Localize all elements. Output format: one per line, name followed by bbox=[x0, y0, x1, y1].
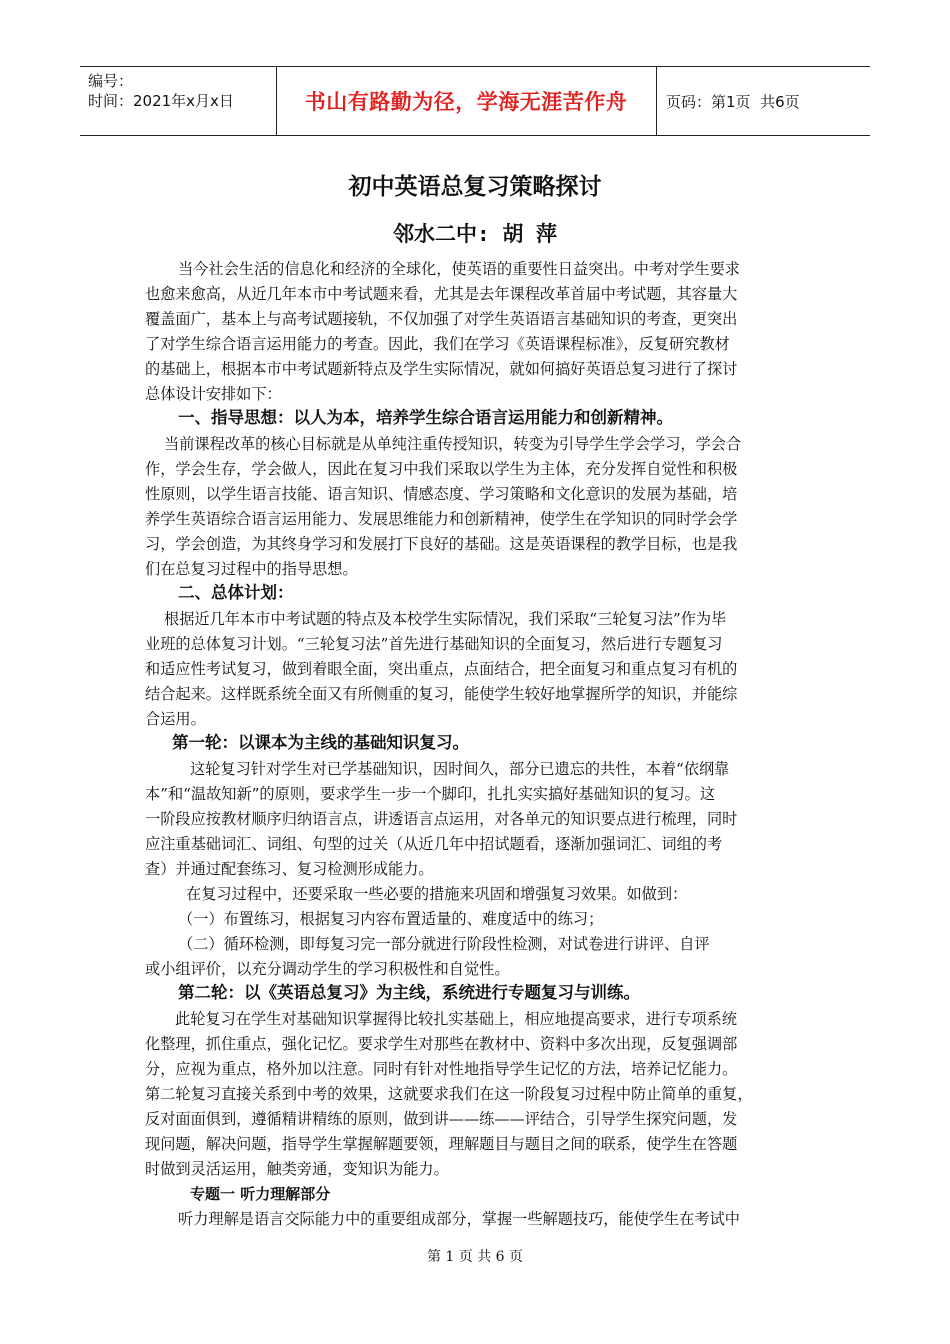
header-number: 编号： bbox=[88, 72, 134, 90]
paragraph-line: 应注重基础词汇、词组、句型的过关（从近几年中招试题看，逐渐加强词汇、词组的考 bbox=[145, 835, 723, 853]
paragraph-line: 这轮复习针对学生对已学基础知识，因时间久，部分已遗忘的共性，本着“依纲靠 bbox=[190, 760, 730, 778]
header-divider bbox=[656, 67, 657, 135]
paragraph-line: 作，学会生存，学会做人，因此在复习中我们采取以学生为主体，充分发挥自觉性和积极 bbox=[145, 460, 738, 478]
document-author: 邻水二中: 胡 萍 bbox=[393, 222, 557, 246]
paragraph-line: 在复习过程中，还要采取一些必要的措施来巩固和增强复习效果。如做到： bbox=[186, 885, 688, 903]
header-table bbox=[80, 66, 870, 136]
section-heading: 二、总体计划： bbox=[178, 583, 294, 602]
paragraph-line: 听力理解是语言交际能力中的重要组成部分，掌握一些解题技巧，能使学生在考试中 bbox=[178, 1210, 740, 1228]
paragraph-line: 反对面面俱到，遵循精讲精练的原则，做到讲——练——评结合，引导学生探究问题，发 bbox=[145, 1110, 738, 1128]
paragraph-line: 的基础上，根据本市中考试题新特点及学生实际情况，就如何搞好英语总复习进行了探讨 bbox=[145, 360, 738, 378]
paragraph-line: 和适应性考试复习，做到着眼全面，突出重点，点面结合，把全面复习和重点复习有机的 bbox=[145, 660, 738, 678]
list-item: （二）循环检测，即每复习完一部分就进行阶段性检测，对试卷进行讲评、自评 bbox=[178, 935, 710, 953]
paragraph-line: 或小组评价，以充分调动学生的学习积极性和自觉性。 bbox=[145, 960, 510, 978]
paragraph-line: 合运用。 bbox=[145, 710, 206, 728]
paragraph-line: 业班的总体复习计划。“三轮复习法”首先进行基础知识的全面复习，然后进行专题复习 bbox=[145, 635, 723, 653]
header-time: 时间：2021年x月x日 bbox=[88, 92, 234, 110]
paragraph-line: 习，学会创造，为其终身学习和发展打下良好的基础。这是英语课程的教学目标，也是我 bbox=[145, 535, 738, 553]
paragraph-line: 时做到灵活运用，触类旁通，变知识为能力。 bbox=[145, 1160, 449, 1178]
paragraph-line: 覆盖面广，基本上与高考试题接轨，不仅加强了对学生英语语言基础知识的考查，更突出 bbox=[145, 310, 738, 328]
section-heading: 一、指导思想：以人为本，培养学生综合语言运用能力和创新精神。 bbox=[178, 408, 673, 427]
paragraph-line: 性原则，以学生语言技能、语言知识、情感态度、学习策略和文化意识的发展为基础，培 bbox=[145, 485, 738, 503]
paragraph-line: 当今社会生活的信息化和经济的全球化，使英语的重要性日益突出。中考对学生要求 bbox=[178, 260, 740, 278]
paragraph-line: 第二轮复习直接关系到中考的效果，这就要求我们在这一阶段复习过程中防止简单的重复， bbox=[145, 1085, 753, 1103]
paragraph-line: 了对学生综合语言运用能力的考查。因此，我们在学习《英语课程标准》，反复研究教材 bbox=[145, 335, 730, 353]
paragraph-line: 本”和“温故知新”的原则，要求学生一步一个脚印，扎扎实实搞好基础知识的复习。这 bbox=[145, 785, 716, 803]
topic-heading: 专题一 听力理解部分 bbox=[190, 1185, 331, 1203]
paragraph-line: 一阶段应按教材顺序归纳语言点，讲透语言点运用，对各单元的知识要点进行梳理，同时 bbox=[145, 810, 738, 828]
paragraph-line: 结合起来。这样既系统全面又有所侧重的复习，能使学生较好地掌握所学的知识，并能综 bbox=[145, 685, 738, 703]
paragraph-line: 此轮复习在学生对基础知识掌握得比较扎实基础上，相应地提高要求，进行专项系统 bbox=[175, 1010, 737, 1028]
paragraph-line: 化整理，抓住重点，强化记忆。要求学生对那些在教材中、资料中多次出现，反复强调部 bbox=[145, 1035, 738, 1053]
header-motto: 书山有路勤为径，学海无涯苦作舟 bbox=[304, 90, 628, 114]
subsection-heading: 第二轮：以《英语总复习》为主线，系统进行专题复习与训练。 bbox=[178, 983, 640, 1002]
document-title: 初中英语总复习策略探讨 bbox=[348, 174, 602, 200]
paragraph-line: 分，应视为重点，格外加以注意。同时有针对性地指导学生记忆的方法，培养记忆能力。 bbox=[145, 1060, 738, 1078]
paragraph-line: 当前课程改革的核心目标就是从单纯注重传授知识，转变为引导学生学会学习，学会合 bbox=[164, 435, 742, 453]
header-info bbox=[88, 71, 274, 111]
paragraph-line: 也愈来愈高，从近几年本市中考试题来看，尤其是去年课程改革首届中考试题，其容量大 bbox=[145, 285, 738, 303]
list-item: （一）布置练习，根据复习内容布置适量的、难度适中的练习； bbox=[178, 910, 604, 928]
subsection-heading: 第一轮：以课本为主线的基础知识复习。 bbox=[172, 733, 469, 752]
paragraph-line: 养学生英语综合语言运用能力、发展思维能力和创新精神，使学生在学知识的同时学会学 bbox=[145, 510, 738, 528]
paragraph-line: 现问题，解决问题，指导学生掌握解题要领，理解题目与题目之间的联系，使学生在答题 bbox=[145, 1135, 738, 1153]
paragraph-line: 们在总复习过程中的指导思想。 bbox=[145, 560, 358, 578]
paragraph-line: 根据近几年本市中考试题的特点及本校学生实际情况，我们采取“三轮复习法”作为毕 bbox=[164, 610, 727, 628]
paragraph-line: 查）并通过配套练习、复习检测形成能力。 bbox=[145, 860, 434, 878]
page-footer: 第 1 页 共 6 页 bbox=[426, 1249, 524, 1265]
header-divider bbox=[276, 67, 277, 135]
header-page-number: 页码：第1页 共6页 bbox=[666, 92, 800, 111]
paragraph-line: 总体设计安排如下： bbox=[145, 385, 282, 403]
